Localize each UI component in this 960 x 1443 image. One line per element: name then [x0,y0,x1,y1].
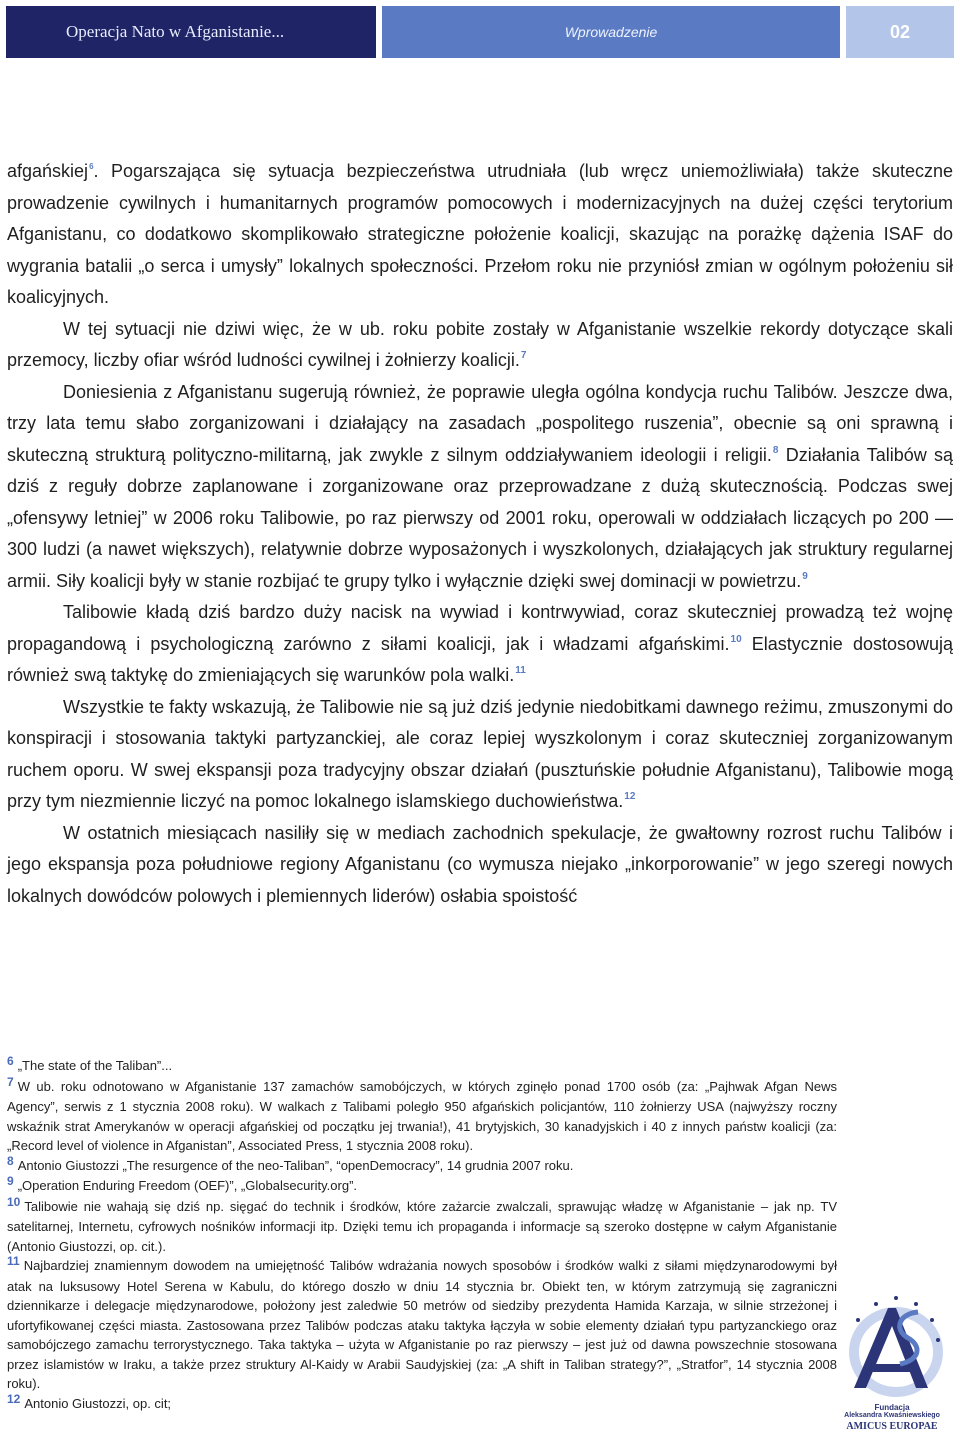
footnote-8 [7,1153,837,1177]
footnote-6 [7,1056,837,1077]
footnote-text: Antonio Giustozzi „The resurgence of the neo-Taliban”, “openDemocracy”, 14 grudnia 2007 roku. [17,1157,574,1173]
text: Talibowie kładą dziś bardzo duży nacisk na wywiad i kontrwywiad, coraz skuteczniej prowadzą też wojnę propagandową i psychologiczną zarówno z siłami koalicji, jak i władzami afgańskimi. [7,602,953,654]
text: Elastycznie dostosowują również swą taktykę do zmieniających się warunków pola walki. [7,633,954,685]
footnote-ref[interactable]: 8 [772,444,779,456]
footnote-text: Talibowie nie wahają się dziś np. sięgać do technik i środków, które zażarcie zwalczali, sprawując władzę w Afganistanie – jak np. TV satelitarnej, Internetu, cyfrowych nośników informacji itp. Dzięki temu ich propaganda i informacje są szeroko dostępne w całym Afganistanie (Antonio Giustozzi, op. cit.). [7,1198,837,1254]
footnote-9 [7,1176,837,1197]
text: afgańskiej [7,161,89,181]
footnote-7 [7,1074,837,1156]
footnote-number: 6 [7,1054,14,1068]
footnote-number: 12 [7,1391,21,1406]
header-section-block [382,6,840,58]
logo-line-1: Fundacja [874,1403,910,1412]
footnote-text: Najbardziej znamiennym dowodem na umiejętność Talibów wdrażania nowych sposobów i środków walki z siłami międzynarodowymi był atak na luksusowy Hotel Serena w Kabulu, do którego doszło w dniu 14 stycznia br. Obiekt ten, w którym zatrzymują się zagraniczni dziennikarze i delegacje międzynarodowe, położony jest zaledwie 50 metrów od siedziby prezydenta Hamida Karzaja, w silnie strzeżonej i ufortyfikowanej części miasta. Zastosowana przez Talibów podczas ataku taktyka łączyła w sobie elementy działań typu partyzanckiego oraz samobójczego zamachu terrorystycznego. Taka taktyka – użyta w Afganistanie po raz pierwszy – jest już od dawna powszechnie stosowana przez islamistów w Iraku, a także przez struktury Al-Kaidy w Arabii Saudyjskiej (za: „A shift in Taliban strategy?”, „Stratfor”, 14 stycznia 2008 roku). [7,1258,837,1391]
paragraph-5 [7,692,953,818]
footnote-text: „Operation Enduring Freedom (OEF)”, „Globalsecurity.org”. [17,1178,358,1193]
paragraph-1 [7,156,953,314]
header-title-block [6,6,376,58]
text: W tej sytuacji nie dziwi więc, że w ub. roku pobite zostały w Afganistanie wszelkie rekordy dotyczące skali przemocy, liczby ofiar wśród ludności cywilnej i żołnierzy koalicji. [7,318,953,370]
footnote-text: „The state of the Taliban”... [17,1058,173,1073]
footnote-number: 11 [7,1254,20,1268]
text: . Pogarszająca się sytuacja bezpieczeństwa utrudniała (lub wręcz uniemożliwiała) także skuteczne prowadzenie cywilnych i humanitarnych programów pomocowych i modernizacyjnych na dużej części terytorium Afganistanu, co dodatkowo skomplikowało strategiczne położenie koalicji, skazując na porażkę dążenia ISAF do wygrania batalii „o serca i umysły” lokalnych społeczności. Przełom roku nie przyniósł zmian w ogólnym położeniu sił koalicyjnych. [7,161,953,307]
footnote-text: Antonio Giustozzi, op. cit; [24,1395,172,1411]
paragraph-4 [7,597,953,692]
header-page-number-block [846,6,954,58]
logo-emblem-icon [836,1290,948,1402]
header-title: Operacja Nato w Afganistanie... [66,22,285,41]
text: Doniesienia z Afganistanu sugerują również, że poprawie uległa ogólna kondycja ruchu Talibów. Jeszcze dwa, trzy lata temu słabo zorganizowani i działający na zasadach „pospolitego ruszenia”, obecnie są oni sprawną i skuteczną strukturą polityczno-militarną, jak zwykle z silnym oddziaływaniem ideologii i religii. [7,381,953,465]
footnote-text: W ub. roku odnotowano w Afganistanie 137 zamachów samobójczych, w których zginęło ponad 1700 osób (za: „Pajhwak Afgan News Agency”, serwis z 1 stycznia 2008 roku). W walkach z Talibami poległo 950 afgańskich policjantów, 110 żołnierzy USA (najwyższy roczny wskaźnik strat Amerykanów w operacji afgańskiej od początku jej trwania!), 41 brytyjskich, 30 kanadyjskich i 40 z innych państw koalicji (za: „Record level of violence in Afganistan”, Associated Press, 1 stycznia 2008 roku). [7,1078,837,1153]
paragraph-3 [7,377,953,598]
footnote-ref[interactable]: 11 [515,665,526,676]
body-text [7,156,953,912]
footnote-12 [7,1391,837,1415]
paragraph-6 [7,818,953,913]
footnote-number: 7 [7,1074,14,1089]
footnote-ref[interactable]: 6 [89,162,94,171]
footnote-10 [7,1194,837,1257]
footnote-number: 9 [7,1174,14,1188]
logo-line-3: AMICUS EUROPAE [846,1421,938,1432]
footnote-number: 10 [7,1194,21,1209]
footnote-11 [7,1256,837,1394]
page-number: 02 [889,21,911,42]
footnote-ref[interactable]: 12 [624,791,636,802]
footnotes [7,1056,837,1414]
logo-line-2: Aleksandra Kwaśniewskiego [844,1412,940,1419]
paragraph-2 [7,314,953,377]
footnote-number: 8 [7,1153,14,1168]
footnote-ref[interactable]: 7 [520,350,527,361]
text: Działania Talibów są dziś z reguły dobrze zaplanowane i zorganizowane oraz przeprowadzane z dużą skutecznością. Podczas swej „ofensywy letniej” w 2006 roku Talibowie, po raz pierwszy od 2001 roku, operowali w oddziałach liczących po 200 — 300 ludzi (a nawet większych), relatywnie dobrze wyposażonych i wyszkolonych, działających jak struktury regularnej armii. Siły koalicji były w stanie rozbijać te grupy tylko i wyłącznie dzięki swej dominacji w powietrzu. [7,444,953,591]
footnote-ref[interactable]: 10 [730,633,742,645]
footnote-ref[interactable]: 9 [802,570,808,582]
header-section: Wprowadzenie [564,24,658,40]
text: Wszystkie te fakty wskazują, że Talibowie nie są już dziś jedynie niedobitkami dawnego reżimu, zmuszonymi do konspiracji i stosowania taktyki partyzanckiej, ale coraz lepiej wyszkolonym i coraz skuteczniej zorganizowanym ruchem oporu. W swej ekspansji poza tradycyjny obszar działań (pusztuńskie południe Afganistanu), Talibowie mogą przy tym niezmiennie liczyć na pomoc lokalnego islamskiego duchowieństwa. [7,696,953,811]
foundation-logo [836,1290,956,1438]
text: W ostatnich miesiącach nasiliły się w mediach zachodnich spekulacje, że gwałtowny rozrost ruchu Talibów i jego ekspansja poza południowe regiony Afganistanu (co wymusza niejako „inkorporowanie” w jego szeregi nowych lokalnych dowódców polowych i plemiennych liderów) osłabia spoistość [7,822,953,906]
